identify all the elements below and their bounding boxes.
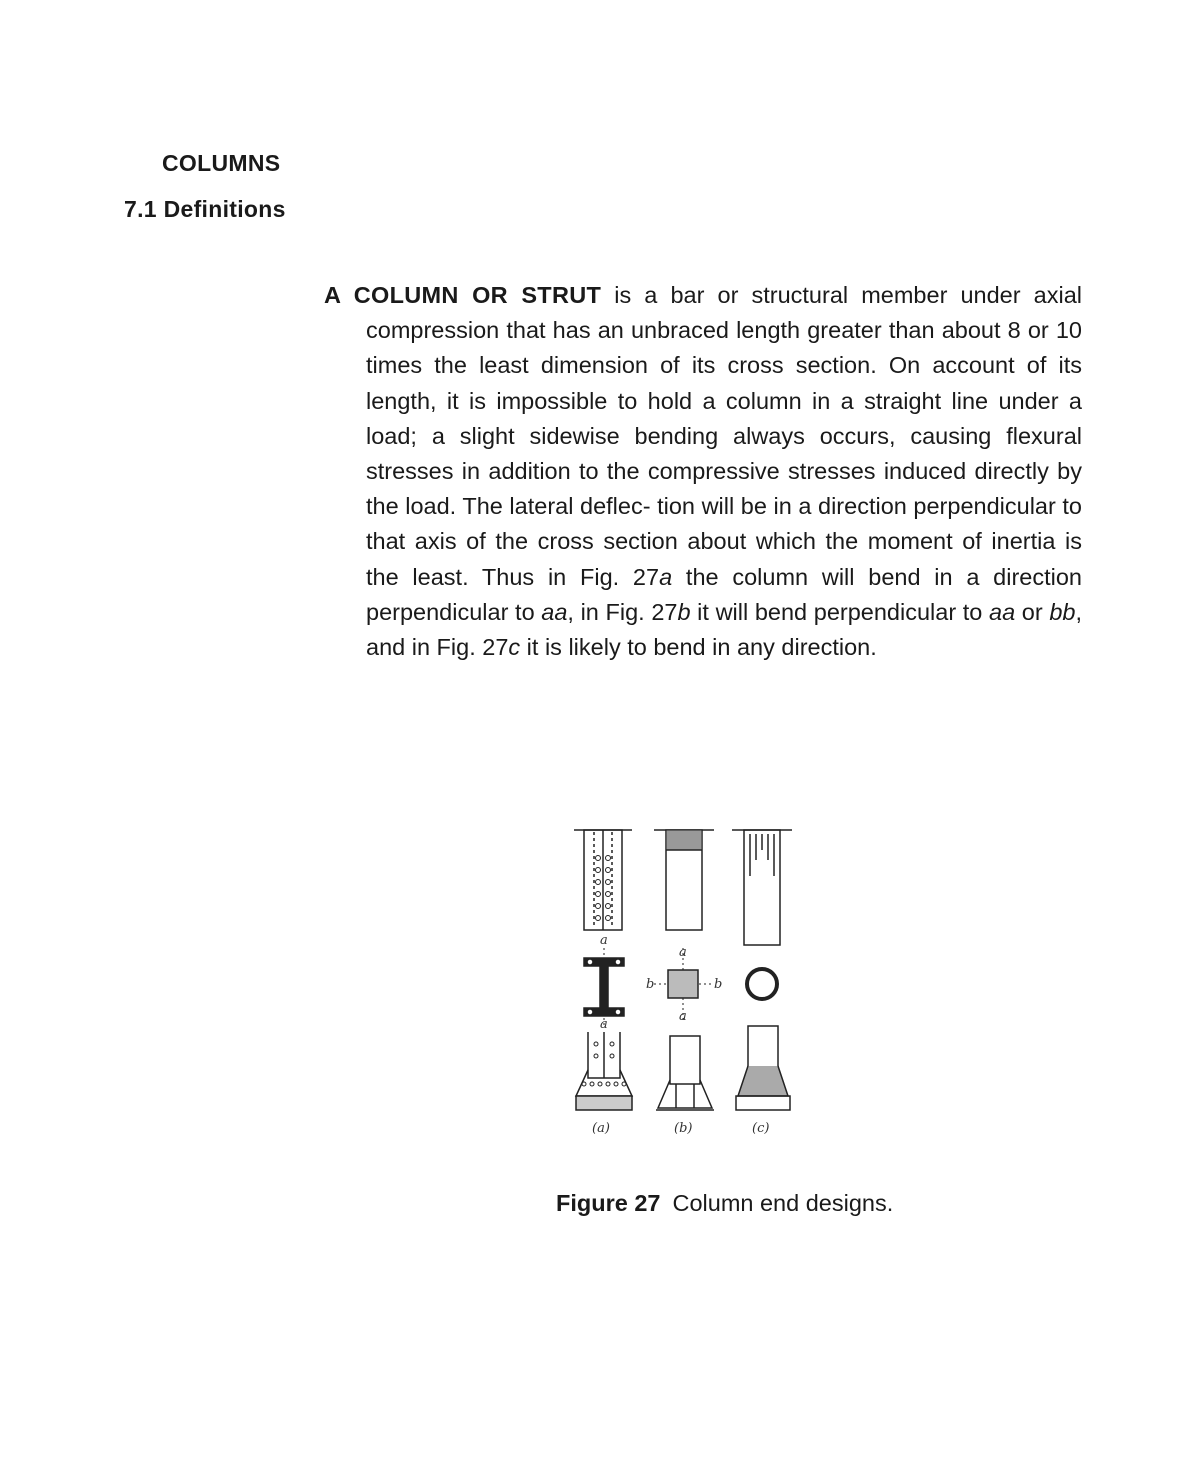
definition-text: or [1015, 598, 1050, 625]
fig-ref-c: c [508, 634, 521, 661]
axis-label-b: b [714, 977, 723, 992]
definition-text: , in Fig. 27 [567, 598, 678, 625]
figure-caption [556, 1190, 893, 1217]
column-end-designs-figure [570, 820, 810, 1140]
figure-caption-label: Figure 27 [556, 1190, 661, 1216]
definition-text: it will bend perpendicular to [690, 598, 990, 625]
column-b-top [654, 830, 714, 930]
axis-label-a: a [600, 933, 608, 948]
definition-paragraph [324, 278, 1082, 665]
sub-label-c: (c) [752, 1121, 770, 1136]
cross-section-c [747, 969, 777, 999]
definition-text: the column will bend in a direction perpendicular to [366, 563, 1083, 625]
cross-section-a [584, 948, 624, 1028]
definition-text: is a bar or structural member under axial compression that has an unbraced length greater than about 8 or 10 times the least dimension of its cross section. On account of its length, it is impossible to hold a column in a straight line under a load; a slight sidewise bending always occurs, causing flexural stresses in addition to the compressive stresses induced directly by the load. The lateral deflec- tion will be in a direction perpendicular to that axis of the cross section about which the moment of inertia is the least. Thus in Fig. 27 [366, 282, 1082, 590]
column-a-top [574, 830, 632, 930]
sub-label-a: (a) [592, 1121, 610, 1136]
column-a-base [576, 1032, 632, 1110]
axis-label-a: a [600, 1017, 608, 1032]
fig-ref-a: a [659, 563, 673, 590]
column-c-top [732, 830, 792, 945]
axis-ref-bb: bb [1049, 598, 1076, 625]
column-c-base [736, 1026, 790, 1110]
section-title: 7.1 Definitions [124, 196, 286, 222]
definition-text: , and in Fig. 27 [366, 598, 1082, 661]
fig-ref-b: b [677, 598, 691, 625]
column-b-base [656, 1036, 714, 1110]
sub-label-b: (b) [674, 1121, 693, 1136]
axis-label-b: b [646, 977, 655, 992]
axis-ref-aa: aa [541, 598, 568, 625]
chapter-title: COLUMNS [162, 150, 281, 176]
definition-text: it is likely to bend in any direction. [520, 634, 877, 661]
axis-ref-aa: aa [989, 598, 1016, 625]
axis-label-a: a [679, 1009, 687, 1024]
figure-caption-text: Column end designs. [672, 1190, 894, 1216]
definition-term: A COLUMN OR STRUT [324, 282, 602, 308]
axis-label-a: a [679, 945, 687, 960]
